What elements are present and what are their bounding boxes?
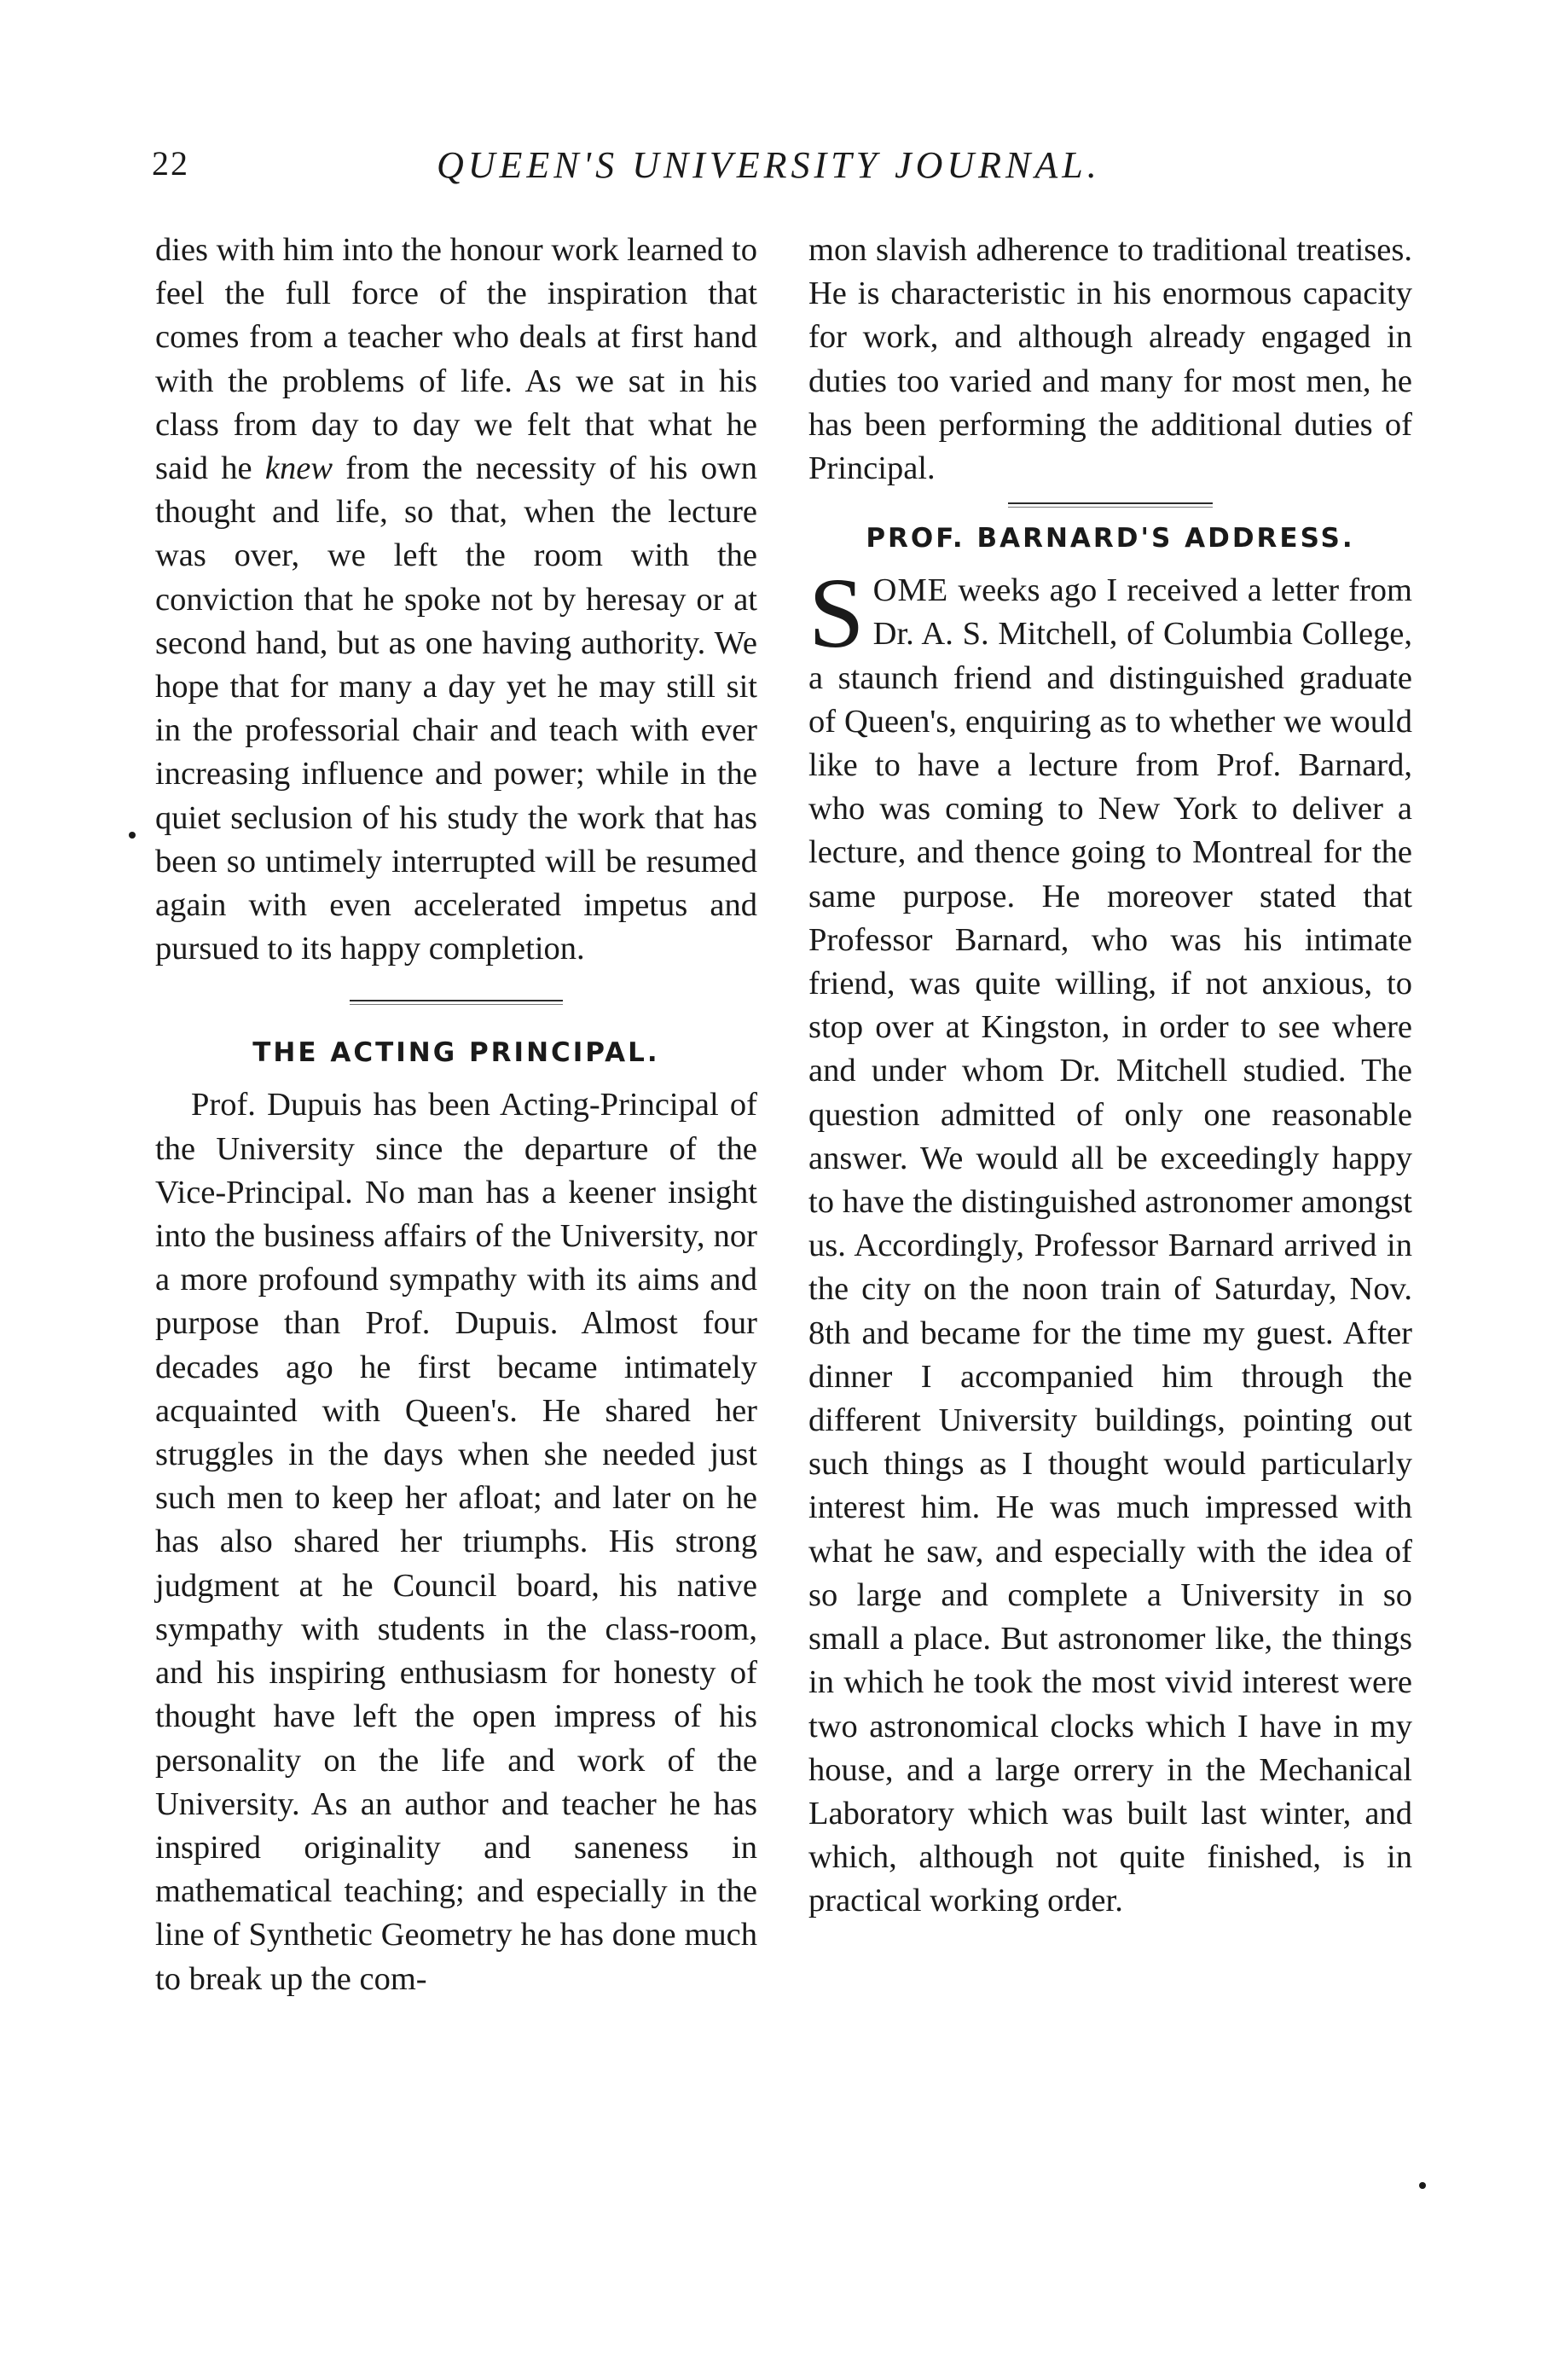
acting-principal-paragraph: Prof. Dupuis has been Acting-Principal of the University since the departure of the Vice-Principal. No man has a keener insight into the business affairs of the University, nor a more profound sympathy with its aims and purpose than Prof. Dupuis. Almost four decades ago he first became intimately acquainted with Queen's. He shared her struggles in the days when she needed just such men to keep her afloat; and later on he has also shared her triumphs. His strong judgment at he Council board, his native sympathy with students in the class-room, and his inspiring enthusiasm for honesty of thought have left the open impress of his personality on the life and work of the University. As an author and teacher he has inspired originality and saneness in mathematical teaching; and especially in the line of Synthetic Geometry he has done much to break up the com-	[155, 1087, 757, 1997]
left-column	[155, 229, 757, 2001]
emphasis-knew: knew	[264, 450, 333, 487]
left-text-before-emphasis: dies with him into the honour work learned to feel the full force of the inspiration that comes from a teacher who deals at first hand with the problems of life. As we sat in his class from day to day we felt that what he said he	[155, 232, 757, 487]
right-column	[808, 229, 1412, 1924]
barnard-address-text: weeks ago I received a letter from Dr. A. S. Mitchell, of Columbia College, a staunch friend and distinguished graduate of Queen's, enquiring as to whether we would like to have a lecture from Prof. Barnard, who was coming to New York to deliver a lecture, and thence going to Montreal for the same purpose. He moreover stated that Professor Barnard, who was his intimate friend, was quite willing, if not anxious, to stop over at Kingston, in order to see where and under whom Dr. Mitchell studied. The question admitted of only one reasonable answer. We would all be exceedingly happy to have the distinguished astronomer amongst us. Accordingly, Professor Barnard arrived in the city on the noon train of Saturday, Nov. 8th and became for the time my guest. After dinner I accompanied him through the different University buildings, pointing out such things as I thought would particularly interest him. He was much impressed with what he saw, and especially with the idea of so large and complete a University in so small a place. But astronomer like, the things in which he took the most vivid interest were two astronomical clocks which I have in my house, and a large orrery in the Mechanical Laboratory which was built last winter, and which, although not quite finished, is in practical working order.	[808, 572, 1412, 1919]
barnard-address-paragraph	[808, 557, 1412, 1923]
section-divider	[1008, 502, 1213, 508]
drop-cap: S	[808, 557, 865, 670]
print-speck	[129, 832, 136, 839]
right-continued-paragraph: mon slavish adherence to traditional treatises. He is characteristic in his enormous capacity for work, and although already engaged in duties too varied and many for most men, he has been performing the additional duties of Principal.	[808, 232, 1412, 487]
section-divider	[350, 1000, 563, 1005]
running-title: QUEEN'S UNIVERSITY JOURNAL.	[437, 144, 1101, 186]
left-continued-paragraph	[155, 229, 757, 971]
small-caps-lead: OME	[872, 572, 949, 609]
heading-acting-principal: THE ACTING PRINCIPAL.	[252, 1037, 660, 1069]
left-text-after-emphasis: from the necessity of his own thought and life, so that, when the lecture was over, we left the room with the conviction that he spoke not by heresay or at second hand, but as one having authority. We hope that for many a day yet he may still sit in the professorial chair and teach with ever increasing influence and power; while in the quiet seclusion of his study the work that has been so untimely interrupted will be resumed again with even accelerated impetus and pursued to its happy completion.	[155, 450, 757, 967]
heading-barnard-address: PROF. BARNARD'S ADDRESS.	[866, 523, 1355, 554]
page-header	[0, 143, 1547, 194]
page-number: 22	[152, 144, 189, 183]
print-speck	[1419, 2182, 1426, 2189]
